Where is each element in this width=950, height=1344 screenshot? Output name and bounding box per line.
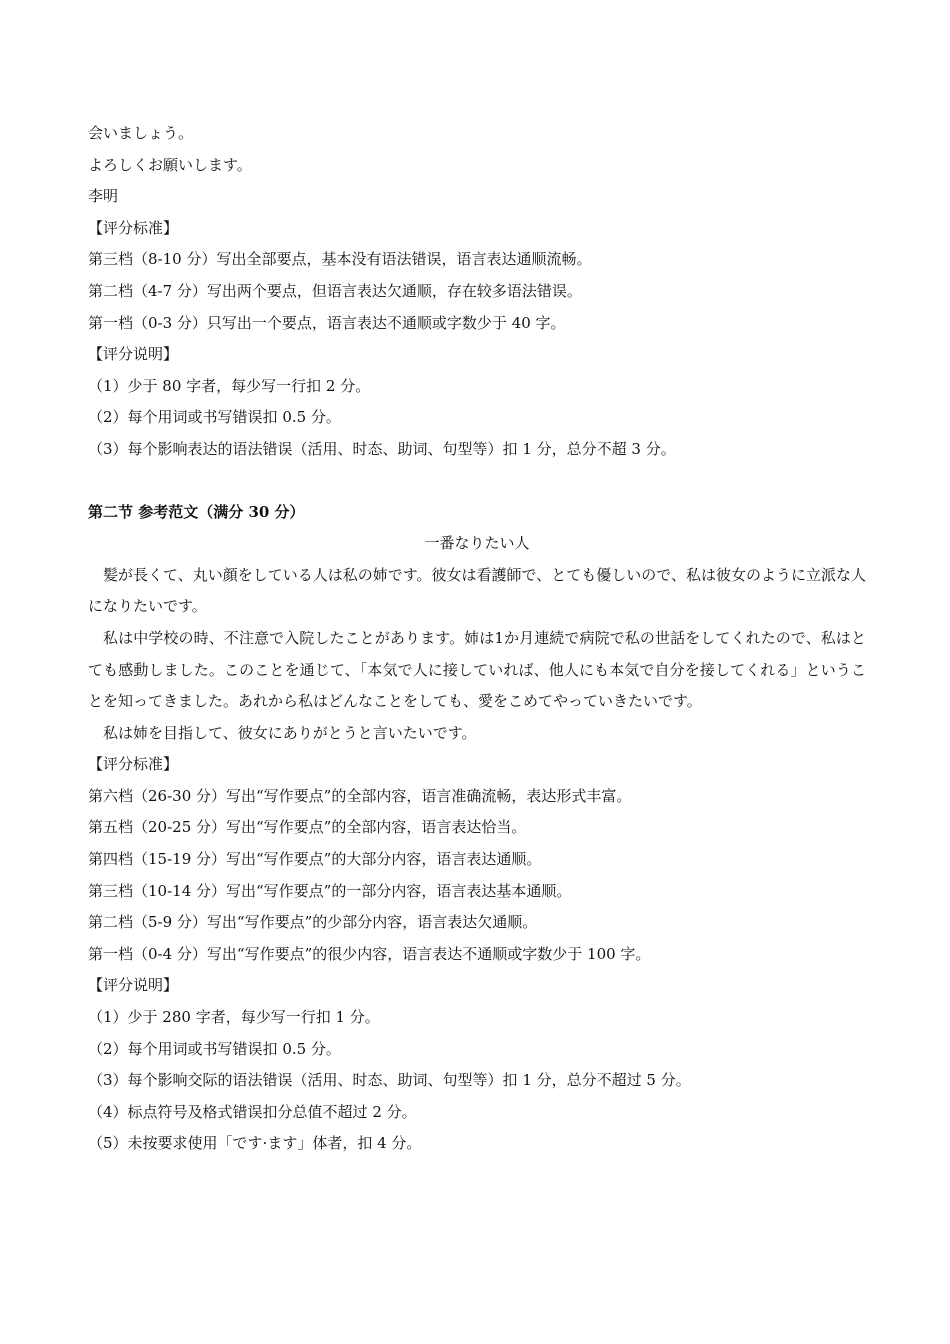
section-gap [88,466,866,497]
section2-note-item: （5）未按要求使用「です·ます」体者，扣 4 分。 [88,1134,422,1153]
essay-paragraph: 私は姉を目指して、彼女にありがとうと言いたいです。 [103,723,477,742]
section1-note-item: （1）少于 80 字者，每少写一行扣 2 分。 [88,376,371,395]
section2-notes-heading: 【评分说明】 [88,976,179,995]
essay-paragraph: 私は中学校の時、不注意で入院したことがあります。姉は1か月連続で病院で私の世話をしてくれたので、私はとても感動しました。このことを通じて、「本気で人に接していれば、他人にも本気で自分を接してくれる」ということを知ってきました。あれから私はどんなことをしても、愛をこめてやっていきたいです。 [88,628,866,711]
section1-criteria-item: 第一档（0-3 分）只写出一个要点，语言表达不通顺或字数少于 40 字。 [88,313,566,332]
section2-criteria-heading: 【评分标准】 [88,755,179,774]
section1-criteria-item: 第二档（4-7 分）写出两个要点，但语言表达欠通顺，存在较多语法错误。 [88,281,582,300]
letter-closing-2: よろしくお願いします。 [88,155,252,174]
section2-note-item: （3）每个影响交际的语法错误（活用、时态、助词、句型等）扣 1 分，总分不超过 5 分。 [88,1071,691,1090]
section2-criteria-item: 第四档（15-19 分）写出“写作要点”的大部分内容，语言表达通顺。 [88,850,542,869]
section2-criteria-item: 第五档（20-25 分）写出“写作要点”的全部内容，语言表达恰当。 [88,818,527,837]
section2-heading: 第二节 参考范文（满分 30 分） [88,502,305,521]
section1-criteria-item: 第三档（8-10 分）写出全部要点，基本没有语法错误，语言表达通顺流畅。 [88,250,592,269]
letter-closing-1: 会いましょう。 [88,124,194,142]
section2-criteria-item: 第二档（5-9 分）写出“写作要点”的少部分内容，语言表达欠通顺。 [88,913,538,932]
section2-note-item: （2）每个用词或书写错误扣 0.5 分。 [88,1039,341,1058]
section1-note-item: （3）每个影响表达的语法错误（活用、时态、助词、句型等）扣 1 分，总分不超 3 分。 [88,439,676,458]
section2-note-item: （1）少于 280 字者，每少写一行扣 1 分。 [88,1008,380,1027]
section2-criteria-item: 第六档（26-30 分）写出“写作要点”的全部内容，语言准确流畅，表达形式丰富。 [88,786,632,805]
section1-criteria-heading: 【评分标准】 [88,218,179,237]
section1-note-item: （2）每个用词或书写错误扣 0.5 分。 [88,408,341,427]
section1-notes-heading: 【评分说明】 [88,345,179,364]
section2-note-item: （4）标点符号及格式错误扣分总值不超过 2 分。 [88,1102,417,1121]
letter-signature: 李明 [88,187,119,206]
section2-criteria-item: 第三档（10-14 分）写出“写作要点”的一部分内容，语言表达基本通顺。 [88,881,572,900]
document-page [88,118,866,1160]
section2-criteria-item: 第一档（0-4 分）写出“写作要点”的很少内容，语言表达不通顺或字数少于 100 字。 [88,944,651,963]
essay-title: 一番なりたい人 [424,534,530,553]
essay-paragraph: 髪が長くて、丸い顔をしている人は私の姉です。彼女は看護師で、とても優しいので、私は彼女のように立派な人になりたいです。 [88,565,866,616]
